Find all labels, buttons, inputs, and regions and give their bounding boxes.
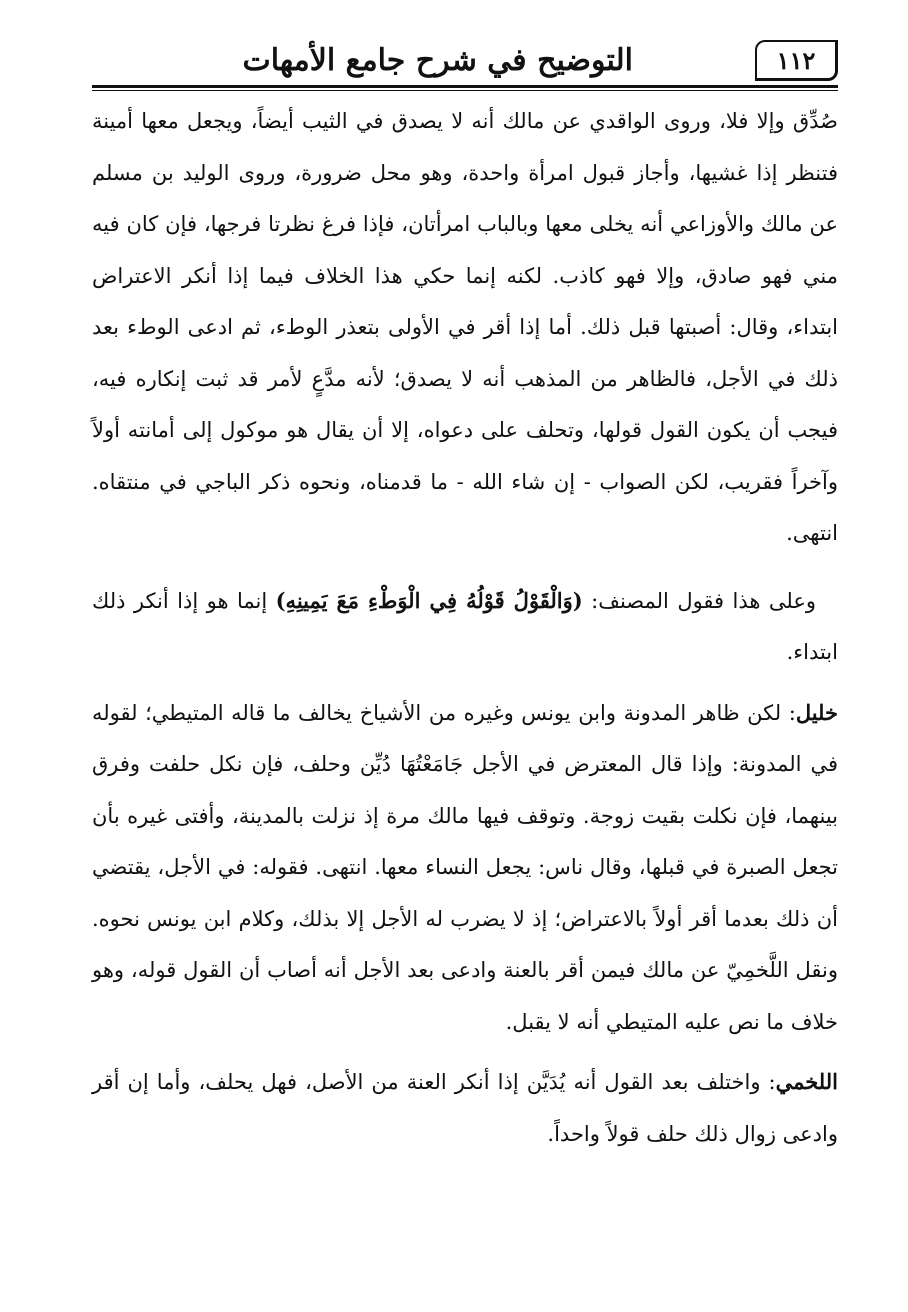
- paragraph-3: [92, 687, 838, 1049]
- speaker-label-lakhmi: اللخمي: [775, 1069, 838, 1094]
- header-rule-thin: [92, 90, 838, 91]
- matn-quote: (وَالْقَوْلُ قَوْلُهُ فِي الْوَطْءِ مَعَ يَمِينِهِ): [275, 587, 583, 613]
- running-header: [92, 38, 838, 94]
- running-title: التوضيح في شرح جامع الأمهات: [242, 43, 633, 78]
- paragraph-1: صُدِّق وإلا فلا، وروى الواقدي عن مالك أنه لا يصدق في الثيب أيضاً، ويجعل معها أمينة فتنظر إذا غشيها، وأجاز قبول امرأة واحدة، وهو محل ضرورة، وروى الوليد بن مسلم عن مالك والأوزاعي أنه يخلى معها وبالباب امرأتان، فإذا فرغ نظرتا فرجها، فإن كان فيه مني فهو صادق، وإلا فهو كاذب. لكنه إنما حكي هذا الخلاف فيما إذا أنكر الاعتراض ابتداء، وقال: أصبتها قبل ذلك. أما إذا أقر في الأولى بتعذر الوطء، ثم ادعى الوطء بعد ذلك في الأجل، فالظاهر من المذهب أنه لا يصدق؛ لأنه مدَّعٍ لأمر قد ثبت إنكاره فيه، فيجب أن يكون القول قولها، وتحلف على دعواه، إلا أن يقال هو موكول إلى أمانته أولاً وآخراً فقريب، لكن الصواب - إن شاء الله - ما قدمناه، ونحوه ذكر الباجي في منتقاه. انتهى.: [92, 109, 838, 545]
- paragraph-4-text: : واختلف بعد القول أنه يُدَيَّن إذا أنكر العنة من الأصل، فهل يحلف، وأما إن أقر وادعى زوال ذلك حلف قولاً واحداً.: [92, 1070, 838, 1146]
- paragraph-3-text: : لكن ظاهر المدونة وابن يونس وغيره من الأشياخ يخالف ما قاله المتيطي؛ لقوله في المدونة: وإذا قال المعترض في الأجل جَامَعْتُهَا دُيِّن وحلف، فإن نكل حلفت وفرق بينهما، فإن نكلت بقيت زوجة. وتوقف فيها مالك مرة إذ نزلت بالمدينة، وأفتى غيره بأن تجعل الصبرة في قبلها، وقال ناس: يجعل النساء معها. انتهى. فقوله: في الأجل، يقتضي أن ذلك بعدما أقر أولاً بالاعتراض؛ إذ لا يضرب له الأجل إلا بذلك، وكلام ابن يونس نحوه. ونقل اللَّخمِيّ عن مالك فيمن أقر بالعنة وادعى بعد الأجل أنه أصاب أن القول قوله، وهو خلاف ما نص عليه المتيطي أنه لا يقبل.: [92, 700, 838, 1034]
- speaker-label-khalil: خليل: [795, 699, 838, 725]
- page-number: ١١٢: [776, 45, 816, 75]
- paragraph-2-intro: وعلى هذا فقول المصنف:: [582, 588, 817, 613]
- paragraph-2: [92, 575, 838, 679]
- page-number-box: [755, 40, 838, 81]
- paragraph-2-rest: إنما هو إذا أنكر ذلك ابتداء.: [92, 588, 838, 664]
- paragraph-4: [92, 1056, 838, 1160]
- main-text: [92, 96, 838, 1160]
- header-rule-thick: [92, 85, 838, 88]
